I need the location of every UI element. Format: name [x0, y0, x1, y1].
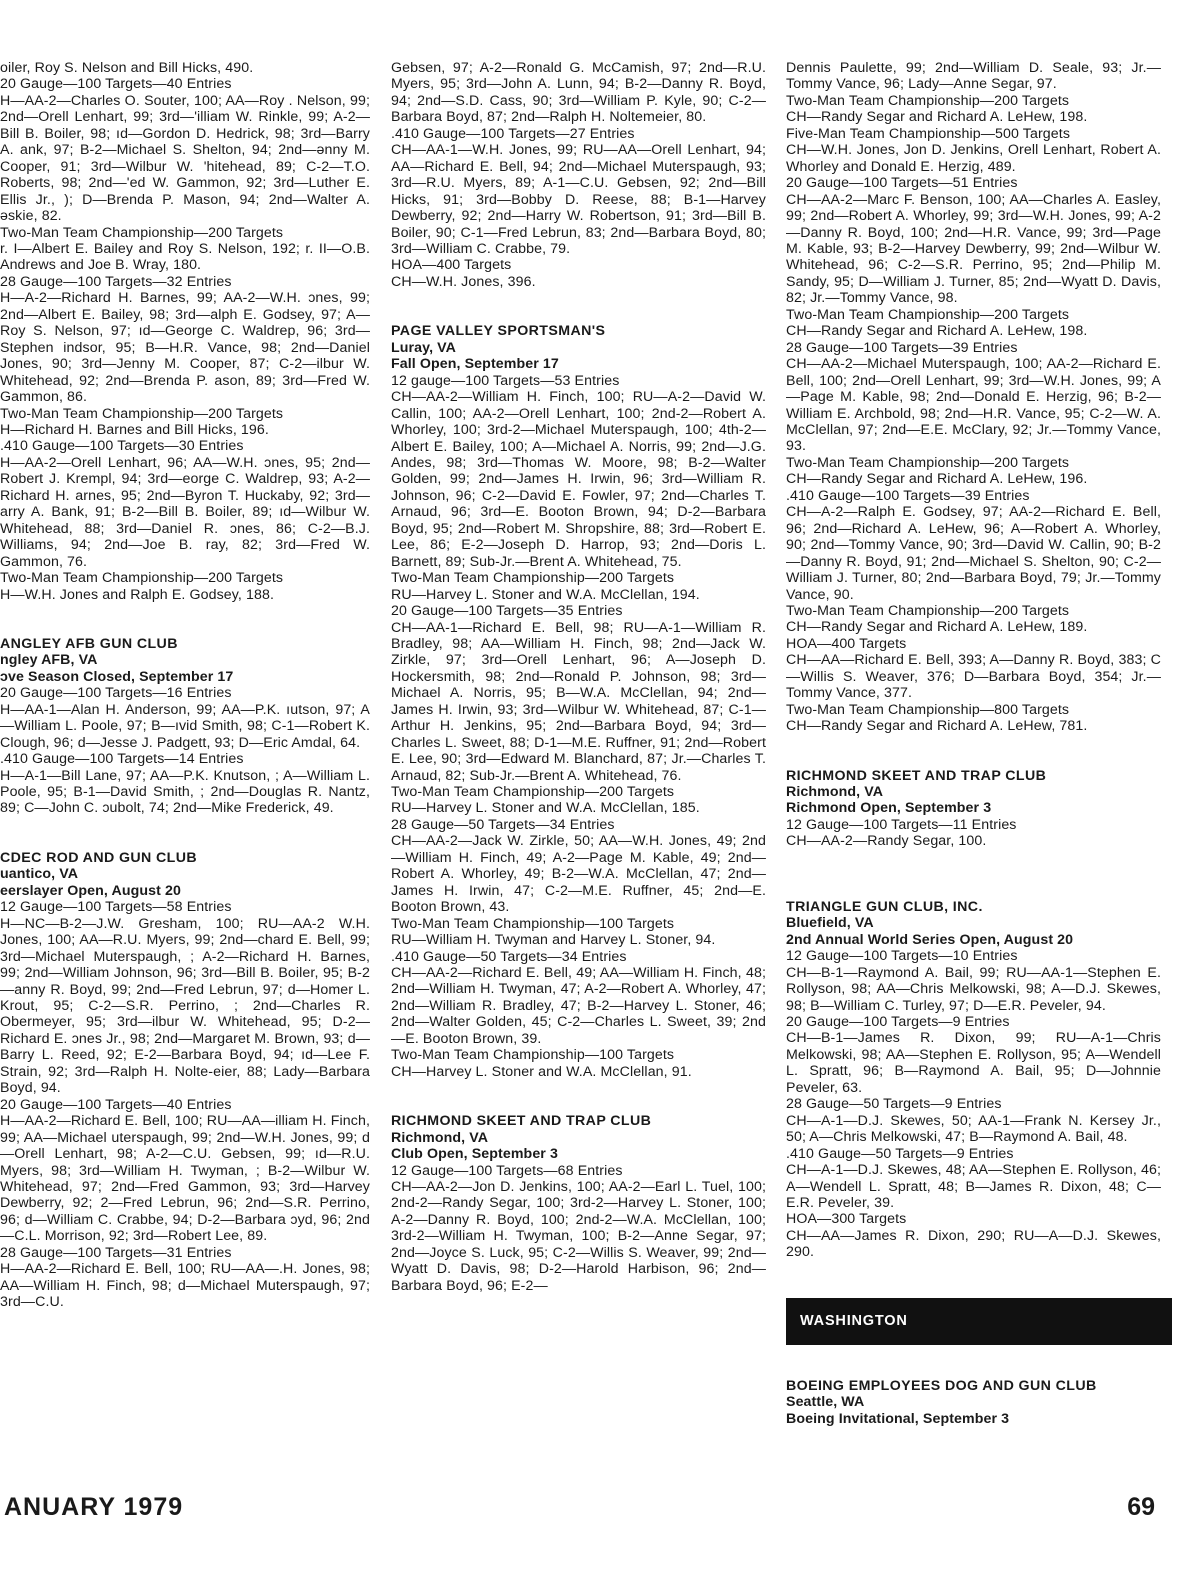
- result-paragraph: 20 Gauge—100 Targets—16 Entries: [0, 685, 232, 702]
- result-paragraph: RU—Harvey L. Stoner and W.A. McClellan, 194.: [391, 586, 700, 603]
- event-subheading: uantico, VA: [0, 866, 79, 883]
- club-heading: RICHMOND SKEET AND TRAP CLUB: [391, 1113, 652, 1130]
- result-paragraph: Two-Man Team Championship—200 Targets: [786, 306, 1070, 323]
- result-paragraph: Two-Man Team Championship—100 Targets: [391, 1047, 675, 1064]
- result-paragraph: 28 Gauge—100 Targets—39 Entries: [786, 339, 1018, 356]
- spacer: [391, 1080, 766, 1113]
- result-paragraph: Five-Man Team Championship—500 Targets: [786, 125, 1071, 142]
- result-paragraph: 28 Gauge—50 Targets—34 Entries: [391, 816, 615, 833]
- result-paragraph: CH—AA—Richard E. Bell, 393; A—Danny R. Boyd, 383; C—Willis S. Weaver, 376; D—Barbara Boyd, 354; Jr.—Tommy Vance, 377.: [786, 652, 1161, 702]
- result-paragraph: H—AA-2—Richard E. Bell, 100; RU—AA—illiam H. Finch, 99; AA—Michael uterspaugh, 99; 2nd—W.H. Jones, 99; d—Orell Lenhart, 98; A-2—C.U. Gebsen, 99; ıd—R.U. Myers, 98; 3rd—William H. Twyman, ; B-2—Wilbur W. Whitehead, 97; 2nd—Fred Gammon, 93; 3rd—Harvey Dewberry, 92; 2—Fred Lebrun, 96; 2nd—S.R. Perrino, 96; d—William C. Crabbe, 94; D-2—Barbara ɔyd, 96; 2nd—C.L. Morrison, 92; 3rd—Robert Lee, 89.: [0, 1113, 370, 1245]
- result-paragraph: .410 Gauge—50 Targets—9 Entries: [786, 1145, 1014, 1162]
- result-paragraph: CH—AA-2—Jack W. Zirkle, 50; AA—W.H. Jones, 49; 2nd—William H. Finch, 49; A-2—Page M. Kable, 49; 2nd—Robert A. Whorley, 49; B-2—W.A. McClellan, 47; 2nd—James H. Irwin, 47; C-2—M.E. Ruffner, 45; 2nd—E. Booton Brown, 43.: [391, 833, 766, 916]
- result-paragraph: 12 Gauge—100 Targets—11 Entries: [786, 816, 1017, 833]
- result-paragraph: .410 Gauge—100 Targets—14 Entries: [0, 751, 244, 768]
- result-paragraph: Two-Man Team Championship—200 Targets: [0, 405, 284, 422]
- spacer: [786, 1261, 1161, 1294]
- result-paragraph: Two-Man Team Championship—200 Targets: [786, 92, 1070, 109]
- result-paragraph: Two-Man Team Championship—200 Targets: [0, 570, 284, 587]
- result-paragraph: H—AA-2—Charles O. Souter, 100; AA—Roy . Nelson, 99; 2nd—Orell Lenhart, 99; 3rd—'illiam W. Rinkle, 99; A-2—Bill B. Boiler, 98; ıd—Gordon D. Hedrick, 98; 3rd—Barry A. ank, 97; B-2—Michael S. Shelton, 94; 2nd—ənny M. Cooper, 91; 3rd—Wilbur W. 'hitehead, 89; C-2—T.O. Roberts, 98; 2nd—'ed W. Gammon, 92; 3rd—Luther E. Ellis Jr., ); D—Brenda P. Mason, 94; 2nd—Walter A. əskie, 82.: [0, 92, 370, 225]
- event-subheading: 2nd Annual World Series Open, August 20: [786, 931, 1074, 948]
- result-paragraph: 20 Gauge—100 Targets—35 Entries: [391, 603, 623, 620]
- column-middle: [391, 60, 766, 1294]
- event-subheading: ɔve Season Closed, September 17: [0, 668, 234, 685]
- result-paragraph: RU—William H. Twyman and Harvey L. Stoner, 94.: [391, 932, 716, 949]
- spacer: [0, 817, 370, 850]
- result-paragraph: RU—Harvey L. Stoner and W.A. McClellan, 185.: [391, 800, 700, 817]
- event-subheading: Richmond, VA: [391, 1129, 489, 1146]
- result-paragraph: .410 Gauge—100 Targets—27 Entries: [391, 125, 635, 142]
- result-paragraph: CH—A-1—D.J. Skewes, 48; AA—Stephen E. Rollyson, 46; A—Wendell L. Spratt, 48; B—James R. Dixon, 48; C—E.R. Peveler, 39.: [786, 1162, 1161, 1211]
- footer-issue-date: ANUARY 1979: [4, 1493, 184, 1521]
- result-paragraph: 20 Gauge—100 Targets—51 Entries: [786, 175, 1018, 192]
- club-heading: BOEING EMPLOYEES DOG AND GUN CLUB: [786, 1377, 1097, 1394]
- event-subheading: Bluefield, VA: [786, 915, 874, 932]
- club-heading: CDEC ROD AND GUN CLUB: [0, 849, 198, 866]
- result-paragraph: 12 Gauge—100 Targets—68 Entries: [391, 1162, 623, 1179]
- result-paragraph: CH—Harvey L. Stoner and W.A. McClellan, 91.: [391, 1063, 692, 1080]
- result-paragraph: .410 Gauge—100 Targets—39 Entries: [786, 487, 1030, 504]
- spacer: [0, 603, 370, 636]
- result-paragraph: 28 Gauge—50 Targets—9 Entries: [786, 1096, 1002, 1113]
- result-paragraph: .410 Gauge—50 Targets—34 Entries: [391, 948, 627, 965]
- result-paragraph: 20 Gauge—100 Targets—40 Entries: [0, 76, 232, 93]
- result-paragraph: CH—W.H. Jones, Jon D. Jenkins, Orell Lenhart, Robert A. Whorley and Donald E. Herzig, 489.: [786, 142, 1161, 175]
- result-paragraph: HOA—300 Targets: [786, 1211, 907, 1228]
- result-paragraph: CH—AA-2—William H. Finch, 100; RU—A-2—David W. Callin, 100; AA-2—Orell Lenhart, 100; 2nd-2—Robert A. Whorley, 100; 3rd-2—Michael Muterspaugh, 100; 4th-2—Albert E. Bailey, 100; A—Michael A. Norris, 99; 2nd—J.G. Andes, 98; 3rd—Thomas W. Moore, 98; B-2—Walter Golden, 99; 2nd—James H. Irwin, 96; 3rd—William R. Johnson, 96; C-2—David E. Fowler, 97; 2nd—Charles T. Arnaud, 96; 3rd—E. Booton Brown, 94; D-2—Barbara Boyd, 95; 2nd—Robert M. Shropshire, 88; 3rd—Robert E. Lee, 86; E-2—Joseph D. Harrop, 93; 2nd—Doris L. Barnett, 89; Sub-Jr.—Brent A. Whitehead, 75.: [391, 389, 766, 570]
- club-heading: PAGE VALLEY SPORTSMAN'S: [391, 323, 606, 340]
- result-paragraph: CH—AA-2—Marc F. Benson, 100; AA—Charles A. Easley, 99; 2nd—Robert A. Whorley, 99; 3rd—W.H. Jones, 99; A-2—Danny R. Boyd, 100; 2nd—H.R. Vance, 99; 3rd—Page M. Kable, 93; B-2—Harvey Dewberry, 99; 2nd—Wilbur W. Whitehead, 96; C-2—S.R. Perrino, 95; 2nd—Philip M. Sandy, 95; D—William J. Turner, 85; 2nd—Wyatt D. Davis, 82; Jr.—Tommy Vance, 98.: [786, 191, 1161, 307]
- result-paragraph: CH—Randy Segar and Richard A. LeHew, 189.: [786, 619, 1088, 636]
- result-paragraph: Two-Man Team Championship—200 Targets: [0, 224, 284, 241]
- result-paragraph: 12 Gauge—100 Targets—10 Entries: [786, 948, 1018, 965]
- result-paragraph: H—A-2—Richard H. Barnes, 99; AA-2—W.H. ɔnes, 99; 2nd—Albert E. Bailey, 98; 3rd—alph E. Godsey, 97; A—Roy S. Nelson, 97; ıd—George C. Waldrep, 96; 3rd—Stephen indsor, 95; B—H.R. Vance, 98; 2nd—Daniel Jones, 90; 3rd—Jenny M. Cooper, 87; C-2—ilbur W. Whitehead, 92; 2nd—Brenda P. ason, 89; 3rd—Fred W. Gammon, 86.: [0, 290, 370, 406]
- result-paragraph: CH—AA-1—Richard E. Bell, 98; RU—A-1—William R. Bradley, 98; AA—William H. Finch, 98; 2nd—Jack W. Zirkle, 97; 3rd—Orell Lenhart, 96; A—Joseph D. Hockersmith, 98; 2nd—Ronald P. Johnson, 98; 3rd—Michael A. Norris, 95; B—W.A. McClellan, 94; 2nd—James H. Irwin, 93; 3rd—Wilbur W. Whitehead, 87; C-1—Arthur H. Jenkins, 95; 2nd—Barbara Boyd, 94; 3rd—Charles L. Sweet, 88; D-1—M.E. Ruffner, 91; 2nd—Robert E. Lee, 90; 3rd—Edward M. Blanchard, 87; Jr.—Charles T. Arnaud, 82; Sub-Jr.—Brent A. Whitehead, 76.: [391, 619, 766, 784]
- club-heading: TRIANGLE GUN CLUB, INC.: [786, 898, 983, 915]
- result-paragraph: Two-Man Team Championship—200 Targets: [786, 602, 1070, 619]
- spacer: [786, 1345, 1161, 1378]
- result-paragraph: r. I—Albert E. Bailey and Roy S. Nelson, 192; r. II—O.B. Andrews and Joe B. Wray, 180.: [0, 240, 370, 274]
- result-paragraph: Two-Man Team Championship—800 Targets: [786, 701, 1070, 718]
- result-paragraph: 20 Gauge—100 Targets—9 Entries: [786, 1014, 1010, 1031]
- page-number: 69: [1127, 1493, 1155, 1521]
- event-subheading: Boeing Invitational, September 3: [786, 1410, 1010, 1427]
- result-paragraph: CH—AA-2—Randy Segar, 100.: [786, 833, 987, 850]
- result-paragraph: CH—A-1—D.J. Skewes, 50; AA-1—Frank N. Kersey Jr., 50; A—Chris Melkowski, 47; B—Raymond A. Bail, 48.: [786, 1112, 1161, 1146]
- result-paragraph: CH—AA-2—Richard E. Bell, 49; AA—William H. Finch, 48; 2nd—William H. Twyman, 47; A-2—Robert A. Whorley, 47; 2nd—William R. Bradley, 47; B-2—Harvey L. Stoner, 46; 2nd—Walter Golden, 45; C-2—Charles L. Sweet, 39; 2nd—E. Booton Brown, 39.: [391, 965, 766, 1047]
- event-subheading: ngley AFB, VA: [0, 652, 98, 669]
- result-paragraph: CH—AA-1—W.H. Jones, 99; RU—AA—Orell Lenhart, 94; AA—Richard E. Bell, 94; 2nd—Michael Muterspaugh, 93; 3rd—R.U. Myers, 89; A-1—C.U. Gebsen, 92; 2nd—Bill Hicks, 91; 3rd—Bobby D. Reese, 88; B-1—Harvey Dewberry, 92; 2nd—Harry W. Robertson, 91; 3rd—Bill B. Boiler, 90; C-1—Fred Lebrun, 83; 2nd—Barbara Boyd, 80; 3rd—William C. Crabbe, 79.: [391, 142, 766, 257]
- result-paragraph: CH—Randy Segar and Richard A. LeHew, 196.: [786, 471, 1088, 488]
- result-paragraph: CH—B-1—James R. Dixon, 99; RU—A-1—Chris Melkowski, 98; AA—Stephen E. Rollyson, 95; A—Wendell L. Spratt, 96; B—Raymond A. Bail, 95; D—Johnnie Peveler, 63.: [786, 1030, 1161, 1096]
- result-paragraph: 12 gauge—100 Targets—53 Entries: [391, 372, 620, 389]
- column-left: [0, 60, 370, 1311]
- result-paragraph: HOA—400 Targets: [786, 635, 907, 652]
- spacer: [786, 850, 1161, 883]
- event-subheading: Richmond, VA: [786, 784, 884, 801]
- event-subheading: Luray, VA: [391, 339, 457, 356]
- event-subheading: Fall Open, September 17: [391, 356, 559, 373]
- state-banner: WASHINGTON: [786, 1298, 1172, 1345]
- result-paragraph: H—AA-2—Richard E. Bell, 100; RU—AA—.H. Jones, 98; AA—William H. Finch, 98; d—Michael Muterspaugh, 97; 3rd—C.U.: [0, 1261, 370, 1311]
- result-paragraph: oiler, Roy S. Nelson and Bill Hicks, 490.: [0, 60, 254, 76]
- result-paragraph: CH—Randy Segar and Richard A. LeHew, 198.: [786, 323, 1088, 340]
- result-paragraph: H—A-1—Bill Lane, 97; AA—P.K. Knutson, ; A—William L. Poole, 95; B-1—David Smith, ; 2nd—Douglas R. Nantz, 89; C—John C. ɔubolt, 74; 2nd—Mike Frederick, 49.: [0, 767, 370, 817]
- result-paragraph: CH—B-1—Raymond A. Bail, 99; RU—AA-1—Stephen E. Rollyson, 98; AA—Chris Melkowski, 98; A—D.J. Skewes, 98; B—William C. Turley, 97; D—E.R. Peveler, 94.: [786, 964, 1161, 1014]
- result-paragraph: H—NC—B-2—J.W. Gresham, 100; RU—AA-2 W.H. Jones, 100; AA—R.U. Myers, 99; 2nd—chard E. Bell, 99; 3rd—Michael Muterspaugh, ; A-2—Richard H. Barnes, 99; 2nd—William Johnson, 96; 3rd—Bill B. Boiler, 95; B-2—anny R. Boyd, 99; 2nd—Fred Lebrun, 97; d—Homer L. Krout, 95; C-2—S.R. Perrino, ; 2nd—Charles R. Obermeyer, 95; 3rd—ilbur W. Whitehead, 95; D-2—Richard E. ɔnes Jr., 98; 2nd—Margaret M. Brown, 93; d—Barry L. Reed, 92; E-2—Barbara Boyd, 94; ıd—Lee F. Strain, 92; 3rd—Ralph H. Nolte-eier, 88; Lady—Barbara Boyd, 94.: [0, 915, 370, 1097]
- result-paragraph: CH—A-2—Ralph E. Godsey, 97; AA-2—Richard E. Bell, 96; 2nd—Richard A. LeHew, 96; A—Robert A. Whorley, 90; 2nd—Tommy Vance, 90; 3rd—David W. Callin, 90; B-2—Danny R. Boyd, 91; 2nd—Michael S. Shelton, 90; C-2—William J. Turner, 80; 2nd—Barbara Boyd, 79; Jr.—Tommy Vance, 90.: [786, 504, 1161, 603]
- result-paragraph: 28 Gauge—100 Targets—32 Entries: [0, 273, 232, 290]
- spacer: [786, 735, 1161, 768]
- result-paragraph: .410 Gauge—100 Targets—30 Entries: [0, 438, 244, 455]
- result-paragraph: H—AA-2—Orell Lenhart, 96; AA—W.H. ɔnes, 95; 2nd—Robert J. Krempl, 94; 3rd—eorge C. Waldrep, 93; A-2—Richard H. arnes, 95; 2nd—Byron T. Huckaby, 92; 3rd—arry A. Bank, 91; B-2—Bill B. Boiler, 89; ıd—Wilbur W. Whitehead, 88; 3rd—Daniel R. ɔnes, 86; C-2—B.J. Williams, 94; 2nd—Joe B. ray, 82; 3rd—Fred W. Gammon, 76.: [0, 454, 370, 570]
- club-heading: RICHMOND SKEET AND TRAP CLUB: [786, 767, 1047, 784]
- result-paragraph: H—Richard H. Barnes and Bill Hicks, 196.: [0, 421, 269, 438]
- result-paragraph: Dennis Paulette, 99; 2nd—William D. Seale, 93; Jr.—Tommy Vance, 96; Lady—Anne Segar, 97.: [786, 60, 1161, 93]
- event-subheading: Richmond Open, September 3: [786, 800, 992, 817]
- result-paragraph: 12 Gauge—100 Targets—58 Entries: [0, 899, 232, 916]
- result-paragraph: H—W.H. Jones and Ralph E. Godsey, 188.: [0, 586, 275, 603]
- result-paragraph: Two-Man Team Championship—100 Targets: [391, 915, 675, 932]
- result-paragraph: HOA—400 Targets: [391, 257, 512, 274]
- result-paragraph: CH—AA-2—Jon D. Jenkins, 100; AA-2—Earl L. Tuel, 100; 2nd-2—Randy Segar, 100; 3rd-2—Harvey L. Stoner, 100; A-2—Danny R. Boyd, 100; 2nd-2—W.A. McClellan, 100; 3rd-2—William H. Twyman, 100; B-2—Anne Segar, 97; 2nd—Joyce S. Luck, 95; C-2—Willis S. Weaver, 99; 2nd—Wyatt D. Davis, 98; D-2—Harold Harbison, 96; 2nd—Barbara Boyd, 96; E-2—: [391, 1179, 766, 1294]
- spacer: [391, 290, 766, 323]
- result-paragraph: Two-Man Team Championship—200 Targets: [786, 454, 1070, 471]
- result-paragraph: CH—Randy Segar and Richard A. LeHew, 198.: [786, 109, 1088, 126]
- spacer: [786, 883, 1161, 899]
- event-subheading: Club Open, September 3: [391, 1146, 558, 1163]
- result-paragraph: 20 Gauge—100 Targets—40 Entries: [0, 1096, 232, 1113]
- result-paragraph: CH—AA—James R. Dixon, 290; RU—A—D.J. Skewes, 290.: [786, 1227, 1161, 1261]
- event-subheading: eerslayer Open, August 20: [0, 882, 181, 899]
- result-paragraph: CH—Randy Segar and Richard A. LeHew, 781.: [786, 718, 1088, 735]
- column-right: [786, 60, 1161, 1427]
- result-paragraph: 28 Gauge—100 Targets—31 Entries: [0, 1244, 232, 1261]
- result-paragraph: Gebsen, 97; A-2—Ronald G. McCamish, 97; 2nd—R.U. Myers, 95; 3rd—John A. Lunn, 94; B-2—Danny R. Boyd, 94; 2nd—S.D. Cass, 90; 3rd—William P. Kyle, 90; C-2—Barbara Boyd, 87; 2nd—Ralph H. Noltemeier, 80.: [391, 60, 766, 126]
- result-paragraph: CH—AA-2—Michael Muterspaugh, 100; AA-2—Richard E. Bell, 100; 2nd—Orell Lenhart, 99; 3rd—W.H. Jones, 99; A—Page M. Kable, 98; 2nd—Donald E. Herzig, 96; B-2—William E. Archbold, 98; 2nd—H.R. Vance, 95; C-2—W. A. McClellan, 97; 2nd—E.E. McClary, 92; Jr.—Tommy Vance, 93.: [786, 356, 1161, 455]
- result-paragraph: H—AA-1—Alan H. Anderson, 99; AA—P.K. ıutson, 97; A—William L. Poole, 97; B—ıvid Smith, 98; C-1—Robert K. Clough, 96; d—Jesse J. Padgett, 93; D—Eric Amdal, 64.: [0, 701, 370, 751]
- event-subheading: Seattle, WA: [786, 1394, 865, 1411]
- result-paragraph: CH—W.H. Jones, 396.: [391, 273, 536, 290]
- result-paragraph: Two-Man Team Championship—200 Targets: [391, 570, 675, 587]
- result-paragraph: Two-Man Team Championship—200 Targets: [391, 784, 675, 801]
- club-heading: ANGLEY AFB GUN CLUB: [0, 635, 178, 652]
